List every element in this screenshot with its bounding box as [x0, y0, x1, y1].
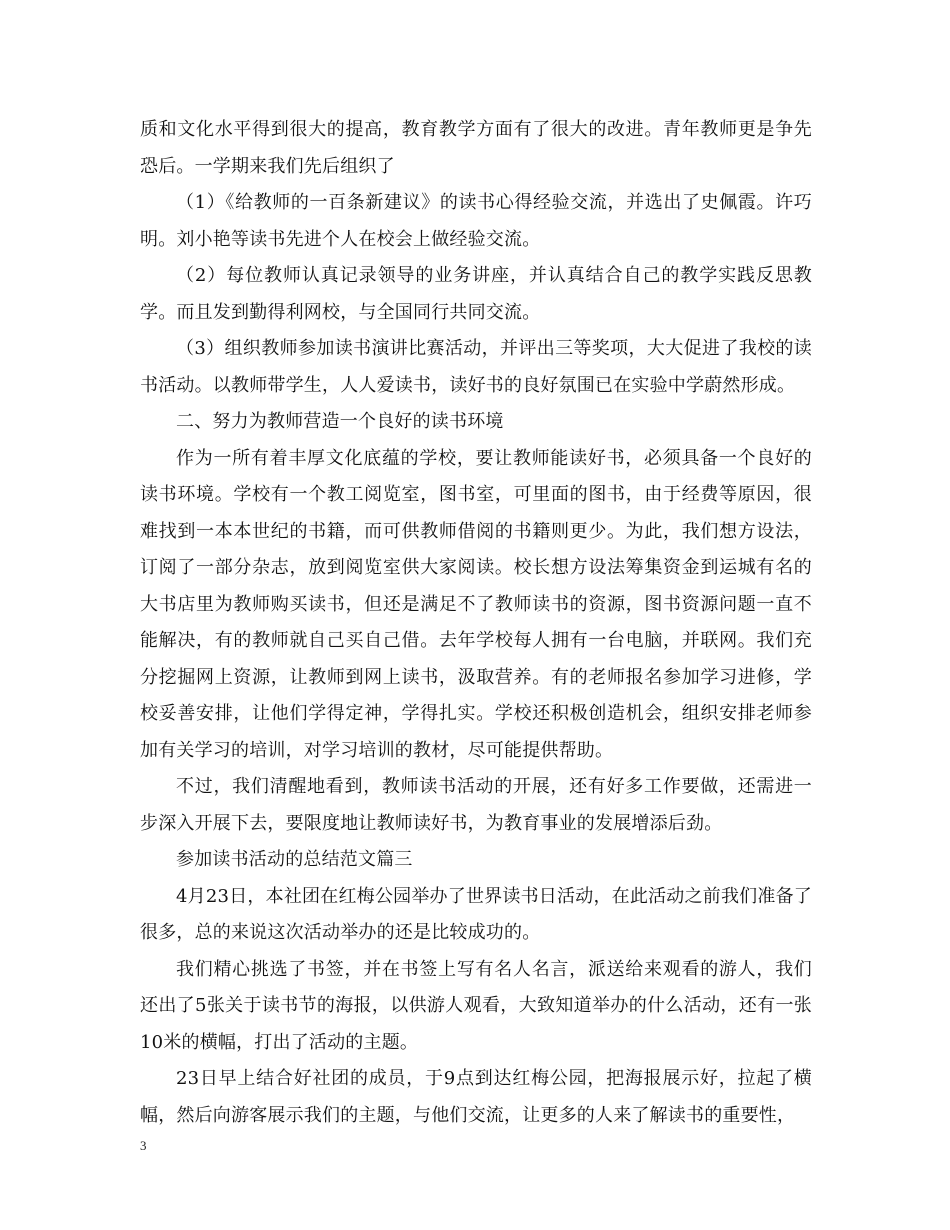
article-title-3: 参加读书活动的总结范文篇三	[176, 849, 413, 870]
paragraph-continuation: 质和文化水平得到很大的提高，教育教学方面有了很大的改进。青年教师更是争先恐后。一学期来我们先后组织了	[140, 119, 812, 177]
paragraph-preparation: 我们精心挑选了书签，并在书签上写有名人名言，派送给来观看的游人，我们还出了5张关于读书节的海报，以供游人观看，大致知道举办的什么活动，还有一张10米的横幅，打出了活动的主题。	[140, 958, 812, 1053]
paragraph-event-intro: 4月23日，本社团在红梅公园举办了世界读书日活动，在此活动之前我们准备了很多，总的来说这次活动举办的还是比较成功的。	[140, 885, 812, 943]
section-heading-2: 二、努力为教师营造一个良好的读书环境	[176, 411, 504, 432]
page-number: 3	[140, 1138, 147, 1153]
paragraph-item-3: （3）组织教师参加读书演讲比赛活动，并评出三等奖项，大大促进了我校的读书活动。以教师带学生，人人爱读书，读好书的良好氛围已在实验中学蔚然形成。	[140, 338, 812, 396]
paragraph-reflection: 不过，我们清醒地看到，教师读书活动的开展，还有好多工作要做，还需进一步深入开展下去，要限度地让教师读好书，为教育事业的发展增添后劲。	[140, 776, 812, 834]
document-body	[140, 112, 812, 1134]
paragraph-reading-environment: 作为一所有着丰厚文化底蕴的学校，要让教师能读好书，必须具备一个良好的读书环境。学校有一个教工阅览室，图书室，可里面的图书，由于经费等原因，很难找到一本本世纪的书籍，而可供教师借阅的书籍则更少。为此，我们想方设法，订阅了一部分杂志，放到阅览室供大家阅读。校长想方设法筹集资金到运城有名的大书店里为教师购买读书，但还是满足不了教师读书的资源，图书资源问题一直不能解决，有的教师就自己买自己借。去年学校每人拥有一台电脑，并联网。我们充分挖掘网上资源，让教师到网上读书，汲取营养。有的老师报名参加学习进修，学校妥善安排，让他们学得定神，学得扎实。学校还积极创造机会，组织安排老师参加有关学习的培训，对学习培训的教材，尽可能提供帮助。	[140, 447, 812, 761]
paragraph-item-1: （1）《给教师的一百条新建议》的读书心得经验交流，并选出了史佩霞。许巧明。刘小艳等读书先进个人在校会上做经验交流。	[140, 192, 812, 250]
paragraph-event-day: 23日早上结合好社团的成员，于9点到达红梅公园，把海报展示好，拉起了横幅，然后向游客展示我们的主题，与他们交流，让更多的人来了解读书的重要性，	[140, 1068, 812, 1126]
paragraph-item-2: （2）每位教师认真记录领导的业务讲座，并认真结合自己的教学实践反思教学。而且发到勤得利网校，与全国同行共同交流。	[140, 265, 812, 323]
